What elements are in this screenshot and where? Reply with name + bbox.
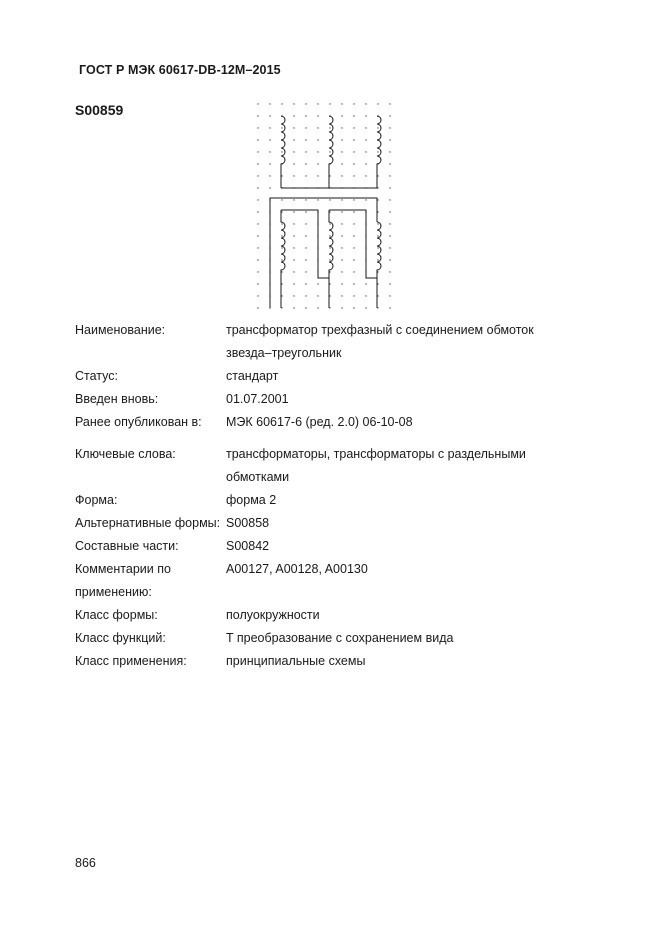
grid-dot (329, 199, 330, 200)
grid-dot (257, 307, 258, 308)
secondary-coil-3 (377, 222, 381, 308)
grid-dot (377, 211, 378, 212)
grid-dot (257, 163, 258, 164)
grid-dot (257, 103, 258, 104)
grid-dot (365, 307, 366, 308)
grid-dot (317, 175, 318, 176)
grid-dot (389, 283, 390, 284)
grid-dot (305, 235, 306, 236)
grid-dot (365, 283, 366, 284)
grid-dot (257, 211, 258, 212)
property-label: Наименование: (75, 323, 166, 337)
grid-dot (365, 163, 366, 164)
grid-dot (281, 295, 282, 296)
property-row (75, 388, 635, 411)
grid-dot (269, 127, 270, 128)
property-label: Класс функций: (75, 631, 166, 645)
grid-dot (389, 163, 390, 164)
property-label: Ключевые слова: (75, 447, 176, 461)
grid-dot (269, 175, 270, 176)
property-value: A00127, A00128, A00130 (226, 562, 368, 576)
grid-dot (281, 175, 282, 176)
grid-dot (389, 103, 390, 104)
grid-dot (329, 103, 330, 104)
grid-dot (341, 235, 342, 236)
grid-dot (293, 295, 294, 296)
secondary-coil-2 (329, 210, 333, 308)
grid-dot (377, 259, 378, 260)
grid-dot (281, 103, 282, 104)
grid-dot (389, 247, 390, 248)
grid-dot (389, 175, 390, 176)
grid-dot (305, 139, 306, 140)
grid-dot (317, 163, 318, 164)
grid-dot (293, 223, 294, 224)
grid-dot (257, 223, 258, 224)
grid-dot (317, 139, 318, 140)
grid-dot (377, 199, 378, 200)
grid-dot (365, 295, 366, 296)
grid-dot (377, 223, 378, 224)
grid-dot (329, 259, 330, 260)
property-value: стандарт (226, 369, 279, 383)
grid-dot (353, 307, 354, 308)
grid-dot (365, 151, 366, 152)
grid-dot (353, 163, 354, 164)
grid-dot (305, 247, 306, 248)
grid-dot (305, 199, 306, 200)
grid-dot (389, 259, 390, 260)
grid-dot (305, 271, 306, 272)
grid-dot (353, 295, 354, 296)
grid-dot (281, 283, 282, 284)
grid-dot (281, 259, 282, 260)
grid-dot (257, 271, 258, 272)
grid-dot (293, 139, 294, 140)
grid-dot (389, 211, 390, 212)
grid-dot (257, 151, 258, 152)
grid-dot (257, 199, 258, 200)
grid-dot (269, 115, 270, 116)
grid-dot (329, 307, 330, 308)
grid-dot (377, 235, 378, 236)
grid-dot (329, 211, 330, 212)
transformer-drawing (270, 116, 381, 308)
grid-dot (257, 127, 258, 128)
symbol-properties (75, 319, 635, 673)
grid-dot (341, 247, 342, 248)
grid-dot (329, 247, 330, 248)
grid-dot (341, 283, 342, 284)
grid-dot (257, 247, 258, 248)
grid-dot (365, 115, 366, 116)
grid-dot (389, 187, 390, 188)
grid-dot (305, 163, 306, 164)
grid-dot (305, 175, 306, 176)
grid-dot (257, 187, 258, 188)
grid-dot (389, 139, 390, 140)
grid-dot (305, 103, 306, 104)
grid-dot (365, 139, 366, 140)
grid-dot (305, 307, 306, 308)
grid-dot (353, 151, 354, 152)
grid-dot (293, 307, 294, 308)
grid-dot (305, 283, 306, 284)
grid-dot (341, 211, 342, 212)
grid-dot (293, 283, 294, 284)
property-value: 01.07.2001 (226, 392, 289, 406)
grid-dot (353, 175, 354, 176)
property-value: принципиальные схемы (226, 654, 366, 668)
grid-dot (257, 139, 258, 140)
grid-dot (353, 127, 354, 128)
grid-dot (389, 115, 390, 116)
secondary-coil-1 (281, 210, 285, 308)
grid-dot (281, 151, 282, 152)
grid-dot (329, 223, 330, 224)
grid-dot (341, 163, 342, 164)
grid-dot (353, 235, 354, 236)
grid-dot (269, 187, 270, 188)
grid-dot (329, 235, 330, 236)
grid-dot (377, 307, 378, 308)
property-row (75, 489, 635, 512)
grid-dot (377, 151, 378, 152)
grid-dot (389, 151, 390, 152)
grid-dot (353, 271, 354, 272)
symbol-code: S00859 (75, 102, 124, 118)
grid-dot (341, 295, 342, 296)
grid-dot (341, 307, 342, 308)
grid-dot (353, 115, 354, 116)
grid-dot (317, 103, 318, 104)
page-number: 866 (75, 856, 96, 870)
grid-dot (389, 223, 390, 224)
grid-dot (353, 211, 354, 212)
grid-dot (365, 175, 366, 176)
grid-dot (341, 259, 342, 260)
property-row (75, 512, 635, 535)
grid-dot (269, 103, 270, 104)
grid-dot (281, 271, 282, 272)
property-label: Введен вновь: (75, 392, 159, 406)
property-value: S00842 (226, 539, 270, 553)
grid-dot (293, 199, 294, 200)
grid-dot (293, 163, 294, 164)
grid-dot (281, 235, 282, 236)
grid-dot (257, 259, 258, 260)
grid-dot (269, 163, 270, 164)
grid-dot (257, 295, 258, 296)
document-header: ГОСТ Р МЭК 60617-DB-12M–2015 (79, 63, 281, 77)
grid-dot (389, 235, 390, 236)
property-label: Класс формы: (75, 608, 158, 622)
grid-dot (341, 127, 342, 128)
property-label: Статус: (75, 369, 118, 383)
grid-dot (317, 115, 318, 116)
grid-dot (281, 211, 282, 212)
property-label: Составные части: (75, 539, 179, 553)
grid-dot (353, 259, 354, 260)
grid-dot (353, 103, 354, 104)
grid-dot (377, 187, 378, 188)
property-row (75, 650, 635, 673)
grid-dot (341, 139, 342, 140)
grid-dot (377, 103, 378, 104)
grid-dot (353, 139, 354, 140)
property-row (75, 627, 635, 650)
grid-dot (329, 127, 330, 128)
grid-dot (293, 259, 294, 260)
grid-dot (377, 271, 378, 272)
grid-dot (377, 175, 378, 176)
grid-dot (341, 199, 342, 200)
property-label: Альтернативные формы: (75, 516, 221, 530)
grid-dot (353, 283, 354, 284)
grid-dot (305, 151, 306, 152)
grid-dot (317, 283, 318, 284)
property-row (75, 411, 635, 434)
grid-dot (377, 247, 378, 248)
grid-dot (389, 307, 390, 308)
grid-dot (389, 295, 390, 296)
grid-dot (389, 271, 390, 272)
grid-dot (317, 151, 318, 152)
property-row (75, 365, 635, 388)
grid-dot (353, 223, 354, 224)
grid-dot (305, 295, 306, 296)
property-row (75, 535, 635, 558)
grid-dot (281, 223, 282, 224)
grid-dot (353, 247, 354, 248)
grid-dot (365, 199, 366, 200)
property-label: Форма: (75, 493, 118, 507)
grid-dot (305, 223, 306, 224)
grid-dot (377, 127, 378, 128)
property-value: трансформаторы, трансформаторы с раздельными обмотками (226, 447, 526, 484)
grid-dot (341, 223, 342, 224)
grid-dot (341, 175, 342, 176)
grid-dot (293, 211, 294, 212)
grid-dot (281, 127, 282, 128)
grid-dot (305, 259, 306, 260)
transformer-symbol-diagram (248, 100, 408, 310)
grid-dot (257, 175, 258, 176)
grid-dot (317, 127, 318, 128)
delta-link-2 (329, 210, 377, 278)
grid-dot (305, 211, 306, 212)
grid-dot (281, 247, 282, 248)
grid-dot (329, 175, 330, 176)
grid-dot (281, 199, 282, 200)
property-row (75, 443, 635, 489)
property-label: Комментарии по применению: (75, 562, 171, 599)
grid-dot (305, 127, 306, 128)
grid-dot (281, 307, 282, 308)
grid-dot (257, 115, 258, 116)
grid-dot (293, 115, 294, 116)
grid-dot (317, 199, 318, 200)
primary-coil-3 (377, 116, 381, 180)
grid-dot (293, 103, 294, 104)
grid-dot (377, 295, 378, 296)
grid-dot (341, 271, 342, 272)
property-value: форма 2 (226, 493, 277, 507)
grid-dot (293, 127, 294, 128)
grid-dot (329, 151, 330, 152)
grid-dot (341, 103, 342, 104)
grid-dot (377, 283, 378, 284)
grid-dot (329, 271, 330, 272)
grid-dot (293, 151, 294, 152)
grid-dot (365, 127, 366, 128)
property-value: МЭК 60617-6 (ред. 2.0) 06-10-08 (226, 415, 413, 429)
property-row (75, 319, 635, 365)
property-label: Ранее опубликован в: (75, 415, 202, 429)
grid-dot (293, 247, 294, 248)
grid-dot (317, 295, 318, 296)
grid-dot (365, 103, 366, 104)
grid-dot (257, 283, 258, 284)
grid-dot (293, 271, 294, 272)
grid-dot (257, 235, 258, 236)
grid-dot (293, 235, 294, 236)
grid-dot (317, 307, 318, 308)
delta-outer-frame (270, 198, 377, 308)
grid-dot (329, 283, 330, 284)
grid-dot (305, 115, 306, 116)
property-value: S00858 (226, 516, 270, 530)
grid-dot (329, 295, 330, 296)
property-label: Класс применения: (75, 654, 187, 668)
property-row (75, 558, 635, 604)
grid-dot (389, 199, 390, 200)
grid-dot (269, 151, 270, 152)
delta-link-1 (281, 210, 329, 278)
property-value: полуокружности (226, 608, 320, 622)
grid-dot (341, 151, 342, 152)
grid-dot (293, 175, 294, 176)
grid-dot (389, 127, 390, 128)
grid-dot (341, 115, 342, 116)
grid-dot (353, 199, 354, 200)
property-value: трансформатор трехфазный с соединением обмоток звезда–треугольник (226, 323, 534, 360)
property-value: T преобразование с сохранением вида (226, 631, 454, 645)
property-row (75, 604, 635, 627)
grid-dot (269, 139, 270, 140)
